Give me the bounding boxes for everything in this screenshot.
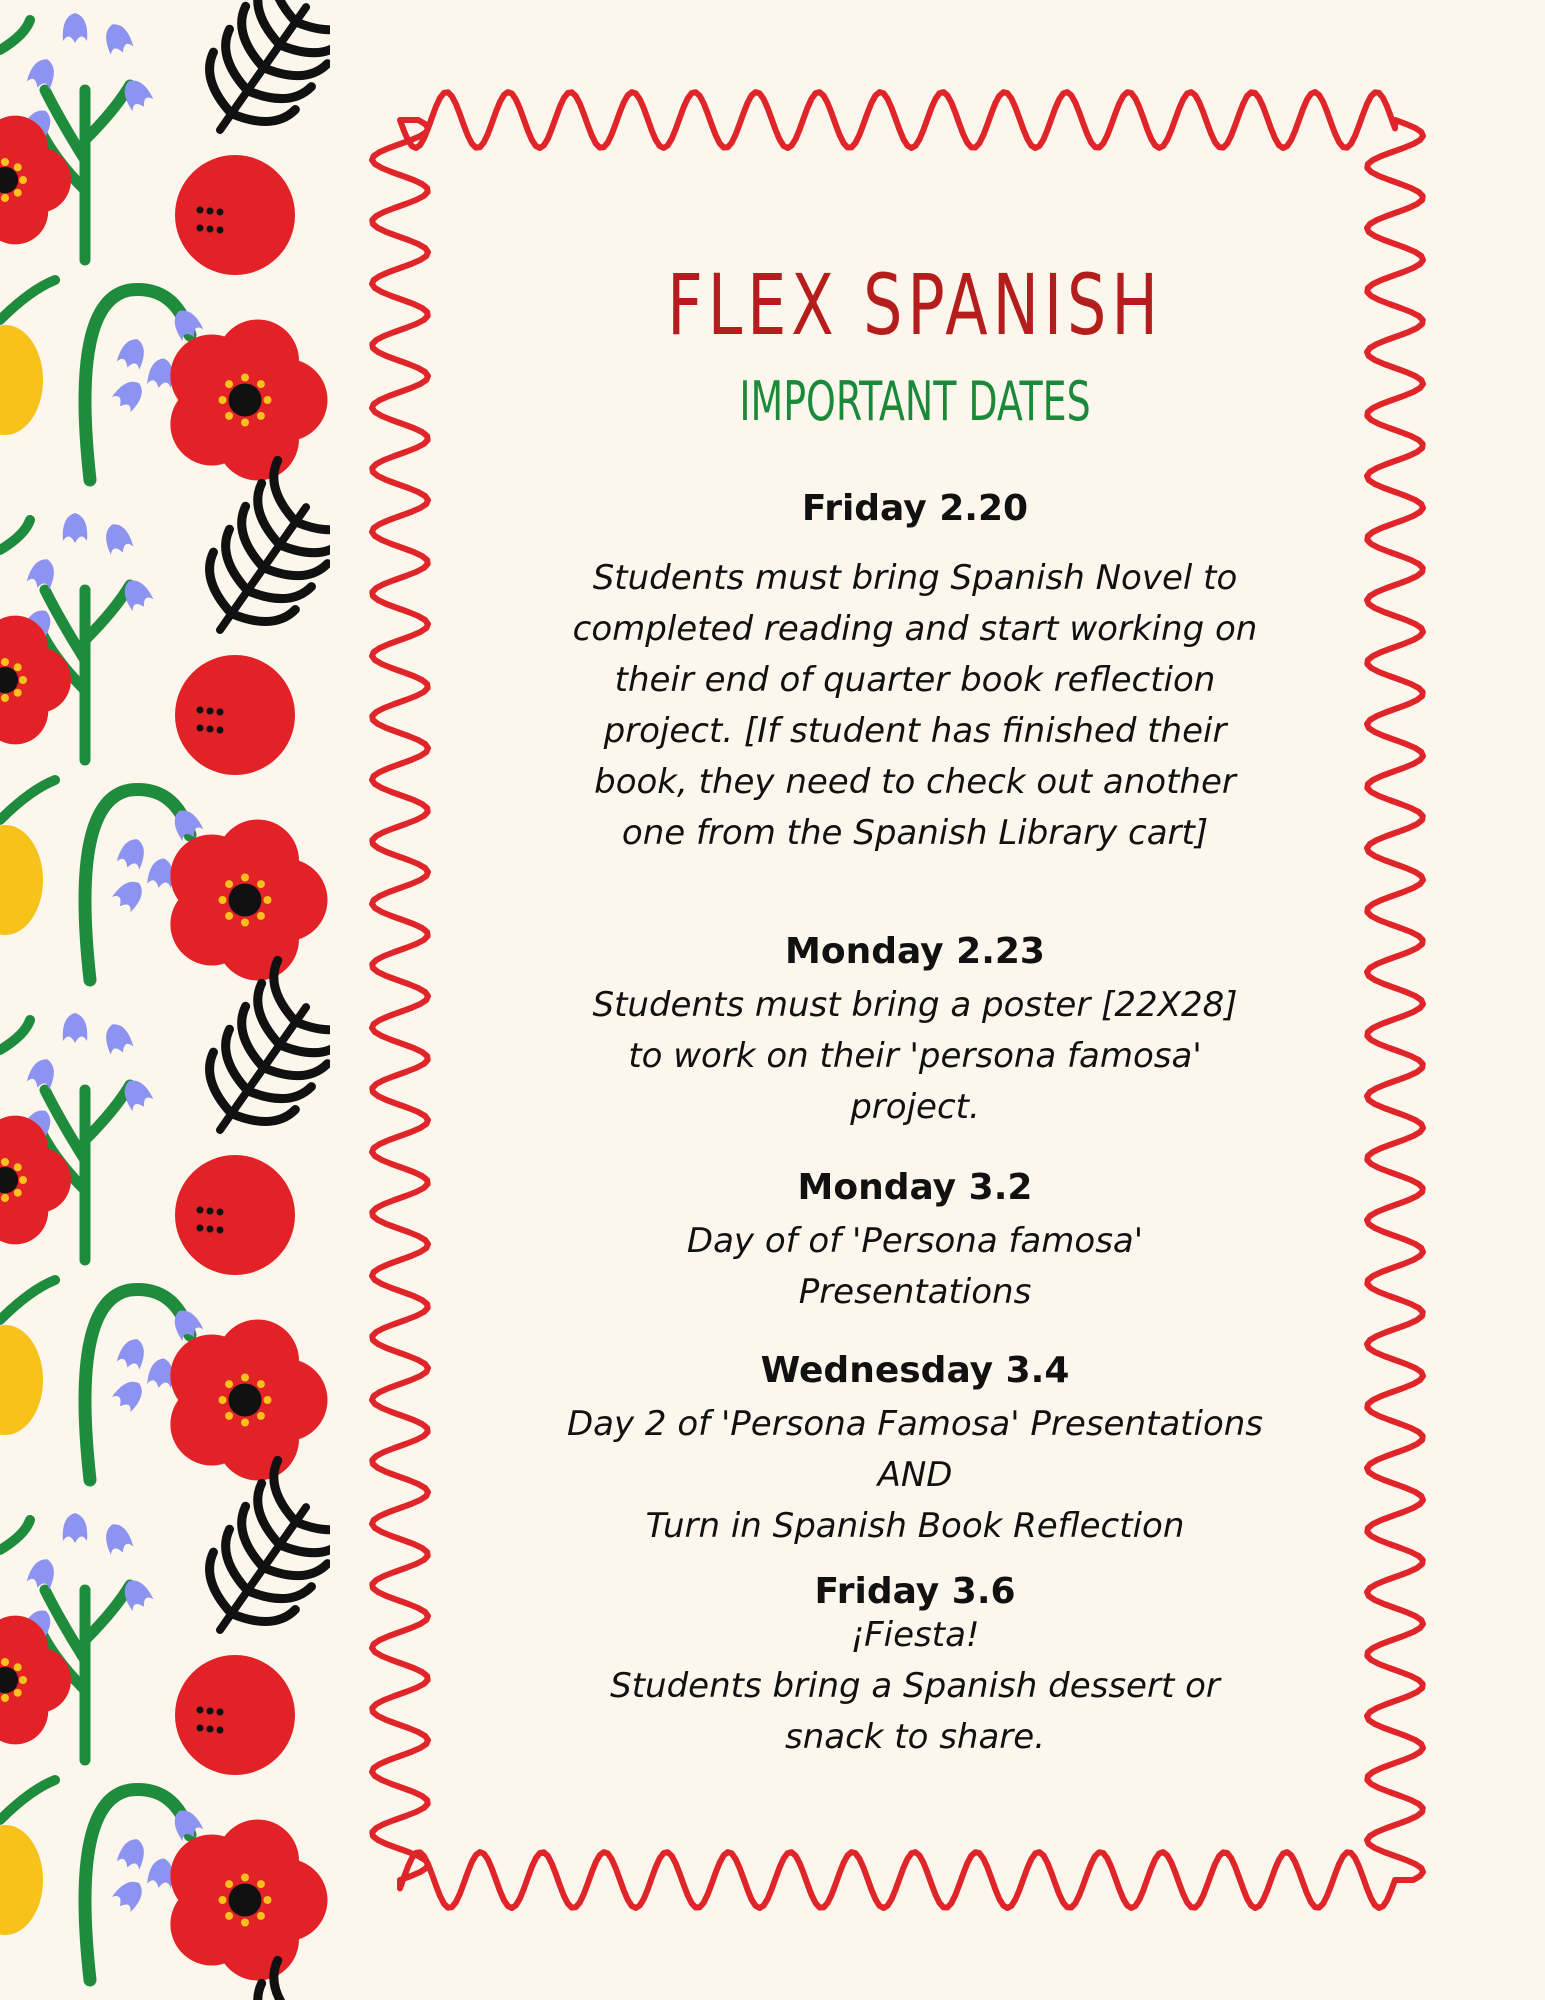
bell-petal bbox=[116, 335, 149, 372]
berry-seed bbox=[217, 227, 224, 234]
poppy-stamen bbox=[257, 380, 265, 388]
event-friday-3-6 bbox=[540, 1568, 1290, 1763]
red-poppy-flower bbox=[170, 820, 327, 981]
poppy-center bbox=[229, 1384, 262, 1417]
poppy-stamen bbox=[14, 1689, 22, 1697]
poppy-stamen bbox=[257, 1880, 265, 1888]
poppy-stamen bbox=[225, 1412, 233, 1420]
green-leaf bbox=[0, 520, 30, 550]
floral-repeat bbox=[0, 0, 330, 480]
berry-seed bbox=[197, 1725, 204, 1732]
poppy-stamen bbox=[19, 1176, 27, 1184]
red-poppy-flower bbox=[170, 1320, 327, 1481]
bell-petal bbox=[110, 1875, 148, 1914]
berry-seed bbox=[207, 1726, 214, 1733]
poppy-stamen bbox=[225, 912, 233, 920]
poppy-stamen bbox=[241, 1874, 249, 1882]
bell-flower bbox=[63, 1513, 88, 1543]
event-date: Friday 2.20 bbox=[801, 488, 1029, 529]
floral-repeat bbox=[0, 960, 330, 1480]
poppy-stamen bbox=[241, 874, 249, 882]
poppy-stamen bbox=[225, 1880, 233, 1888]
bell-petal bbox=[63, 1013, 88, 1043]
bell-flower bbox=[110, 1375, 148, 1414]
black-fern bbox=[179, 1460, 330, 1658]
bell-flower bbox=[116, 1835, 149, 1872]
berry-seed bbox=[207, 726, 214, 733]
red-poppy-flower bbox=[170, 320, 327, 481]
berry-seed bbox=[207, 208, 214, 215]
poppy-stamen bbox=[225, 880, 233, 888]
yellow-bulb bbox=[0, 1325, 43, 1435]
green-leaf bbox=[0, 280, 55, 320]
poppy-stamen bbox=[14, 1163, 22, 1171]
red-poppy-flower bbox=[0, 116, 71, 245]
bell-petal bbox=[116, 1835, 149, 1872]
green-leaf bbox=[0, 1020, 30, 1050]
berry-seed bbox=[217, 209, 224, 216]
berry-seed bbox=[217, 1209, 224, 1216]
poppy-stamen bbox=[225, 412, 233, 420]
bell-petal bbox=[116, 835, 149, 872]
page-title: FLEX SPANISH bbox=[667, 256, 1163, 354]
green-leaf bbox=[0, 1280, 55, 1320]
floral-repeat bbox=[0, 460, 330, 980]
bell-flower bbox=[101, 20, 134, 57]
red-berry bbox=[175, 1655, 295, 1775]
poppy-stamen bbox=[1, 1194, 9, 1202]
bell-flower bbox=[101, 520, 134, 557]
bell-flower bbox=[63, 1013, 88, 1043]
fern-leaf bbox=[296, 1489, 330, 1550]
berry-seed bbox=[217, 1727, 224, 1734]
black-fern bbox=[179, 0, 330, 159]
poppy-stamen bbox=[14, 689, 22, 697]
poppy-stamen bbox=[1, 1694, 9, 1702]
poppy-stamen bbox=[257, 1380, 265, 1388]
poppy-stamen bbox=[1, 1158, 9, 1166]
poppy-center bbox=[229, 384, 262, 417]
poppy-stamen bbox=[19, 676, 27, 684]
red-berry bbox=[175, 655, 295, 775]
berry-seed bbox=[207, 708, 214, 715]
event-description: Day of of 'Persona famosa' Presentations bbox=[686, 1221, 1144, 1312]
bell-flower bbox=[110, 1875, 148, 1914]
bell-flower bbox=[63, 13, 88, 43]
flyer-content bbox=[540, 250, 1290, 1757]
green-leaf bbox=[0, 780, 55, 820]
event-date: Monday 2.23 bbox=[785, 931, 1045, 972]
red-poppy-flower bbox=[0, 1116, 71, 1245]
poppy-stamen bbox=[219, 896, 227, 904]
fern-leaf bbox=[296, 989, 330, 1050]
berry-seed bbox=[217, 709, 224, 716]
red-berry bbox=[175, 1155, 295, 1275]
poppy-stamen bbox=[14, 1189, 22, 1197]
poppy-stamen bbox=[219, 1396, 227, 1404]
bell-flower bbox=[101, 1520, 134, 1557]
event-description: Students must bring Spanish Novel to completed reading and start working on their end of quarter book reflection project. [If student has finished their book, they need to check out another one from the Spanish Library cart] bbox=[572, 558, 1258, 853]
red-berry bbox=[175, 155, 295, 275]
berry-seed bbox=[197, 1207, 204, 1214]
poppy-stamen bbox=[257, 1912, 265, 1920]
poppy-stamen bbox=[264, 396, 272, 404]
berry-seed bbox=[197, 1225, 204, 1232]
poppy-stamen bbox=[14, 163, 22, 171]
bell-petal bbox=[101, 1520, 134, 1557]
berry-seed bbox=[207, 226, 214, 233]
poppy-stamen bbox=[241, 419, 249, 427]
poppy-stamen bbox=[219, 396, 227, 404]
bell-petal bbox=[116, 1335, 149, 1372]
bell-flower bbox=[116, 835, 149, 872]
event-date: Wednesday 3.4 bbox=[760, 1350, 1070, 1391]
poppy-stamen bbox=[14, 1663, 22, 1671]
berry-seed bbox=[197, 707, 204, 714]
yellow-bulb bbox=[0, 1825, 43, 1935]
poppy-stamen bbox=[264, 1896, 272, 1904]
berry-seed bbox=[217, 727, 224, 734]
bell-petal bbox=[101, 1020, 134, 1057]
poppy-stamen bbox=[14, 189, 22, 197]
poppy-stamen bbox=[264, 896, 272, 904]
floral-pattern-panel bbox=[0, 0, 330, 2000]
yellow-bulb bbox=[0, 325, 43, 435]
event-date: Friday 3.6 bbox=[814, 1571, 1016, 1612]
black-fern bbox=[179, 460, 330, 658]
bell-petal bbox=[110, 1375, 148, 1414]
green-leaf bbox=[0, 1780, 55, 1820]
poppy-stamen bbox=[225, 1912, 233, 1920]
berry-seed bbox=[207, 1226, 214, 1233]
poppy-stamen bbox=[1, 658, 9, 666]
floral-repeat bbox=[0, 1460, 330, 1980]
berry-seed bbox=[197, 1707, 204, 1714]
event-date: Monday 3.2 bbox=[797, 1167, 1033, 1208]
event-monday-2-23 bbox=[540, 928, 1290, 1133]
poppy-center bbox=[229, 1884, 262, 1917]
event-wednesday-3-4 bbox=[540, 1347, 1290, 1552]
poppy-stamen bbox=[1, 194, 9, 202]
poppy-stamen bbox=[225, 1380, 233, 1388]
bell-flower bbox=[63, 513, 88, 543]
bell-flower bbox=[101, 1020, 134, 1057]
event-description: Students must bring a poster [22X28] to work on their 'persona famosa' project. bbox=[592, 985, 1238, 1127]
poppy-stamen bbox=[241, 374, 249, 382]
bell-petal bbox=[63, 513, 88, 543]
red-poppy-flower bbox=[0, 616, 71, 745]
poppy-stamen bbox=[241, 1919, 249, 1927]
poppy-stamen bbox=[241, 1419, 249, 1427]
berry-seed bbox=[207, 1208, 214, 1215]
poppy-stamen bbox=[257, 880, 265, 888]
event-description: Day 2 of 'Persona Famosa' Presentations AND Turn in Spanish Book Reflection bbox=[566, 1404, 1264, 1546]
poppy-stamen bbox=[257, 1412, 265, 1420]
yellow-bulb bbox=[0, 825, 43, 935]
poppy-stamen bbox=[1, 694, 9, 702]
poppy-stamen bbox=[19, 1676, 27, 1684]
event-description: ¡Fiesta! Students bring a Spanish dessert or snack to share. bbox=[610, 1615, 1220, 1757]
berry-seed bbox=[207, 1708, 214, 1715]
poppy-center bbox=[229, 884, 262, 917]
poppy-stamen bbox=[1, 1658, 9, 1666]
bell-petal bbox=[63, 1513, 88, 1543]
bell-petal bbox=[101, 520, 134, 557]
berry-seed bbox=[197, 225, 204, 232]
black-fern bbox=[179, 960, 330, 1158]
berry-seed bbox=[197, 207, 204, 214]
poppy-stamen bbox=[257, 412, 265, 420]
green-leaf bbox=[0, 20, 30, 50]
bell-flower bbox=[110, 875, 148, 914]
event-friday-2-20 bbox=[540, 485, 1290, 859]
fern-leaf bbox=[296, 1989, 330, 2000]
bell-petal bbox=[110, 875, 148, 914]
poppy-stamen bbox=[264, 1396, 272, 1404]
bell-flower bbox=[110, 375, 148, 414]
bell-flower bbox=[116, 1335, 149, 1372]
poppy-stamen bbox=[241, 919, 249, 927]
poppy-stamen bbox=[257, 912, 265, 920]
event-monday-3-2 bbox=[540, 1164, 1290, 1318]
page-subtitle: IMPORTANT DATES bbox=[739, 370, 1091, 433]
poppy-stamen bbox=[219, 1896, 227, 1904]
red-poppy-flower bbox=[0, 1616, 71, 1745]
bell-petal bbox=[101, 20, 134, 57]
poppy-stamen bbox=[1, 158, 9, 166]
bell-petal bbox=[110, 375, 148, 414]
poppy-stamen bbox=[14, 663, 22, 671]
poppy-stamen bbox=[225, 380, 233, 388]
poppy-stamen bbox=[241, 1374, 249, 1382]
berry-seed bbox=[197, 725, 204, 732]
red-poppy-flower bbox=[170, 1820, 327, 1981]
bell-petal bbox=[63, 13, 88, 43]
fern-leaf bbox=[296, 489, 330, 550]
berry-seed bbox=[217, 1227, 224, 1234]
green-leaf bbox=[0, 1520, 30, 1550]
poppy-stamen bbox=[19, 176, 27, 184]
berry-seed bbox=[217, 1709, 224, 1716]
bell-flower bbox=[116, 335, 149, 372]
